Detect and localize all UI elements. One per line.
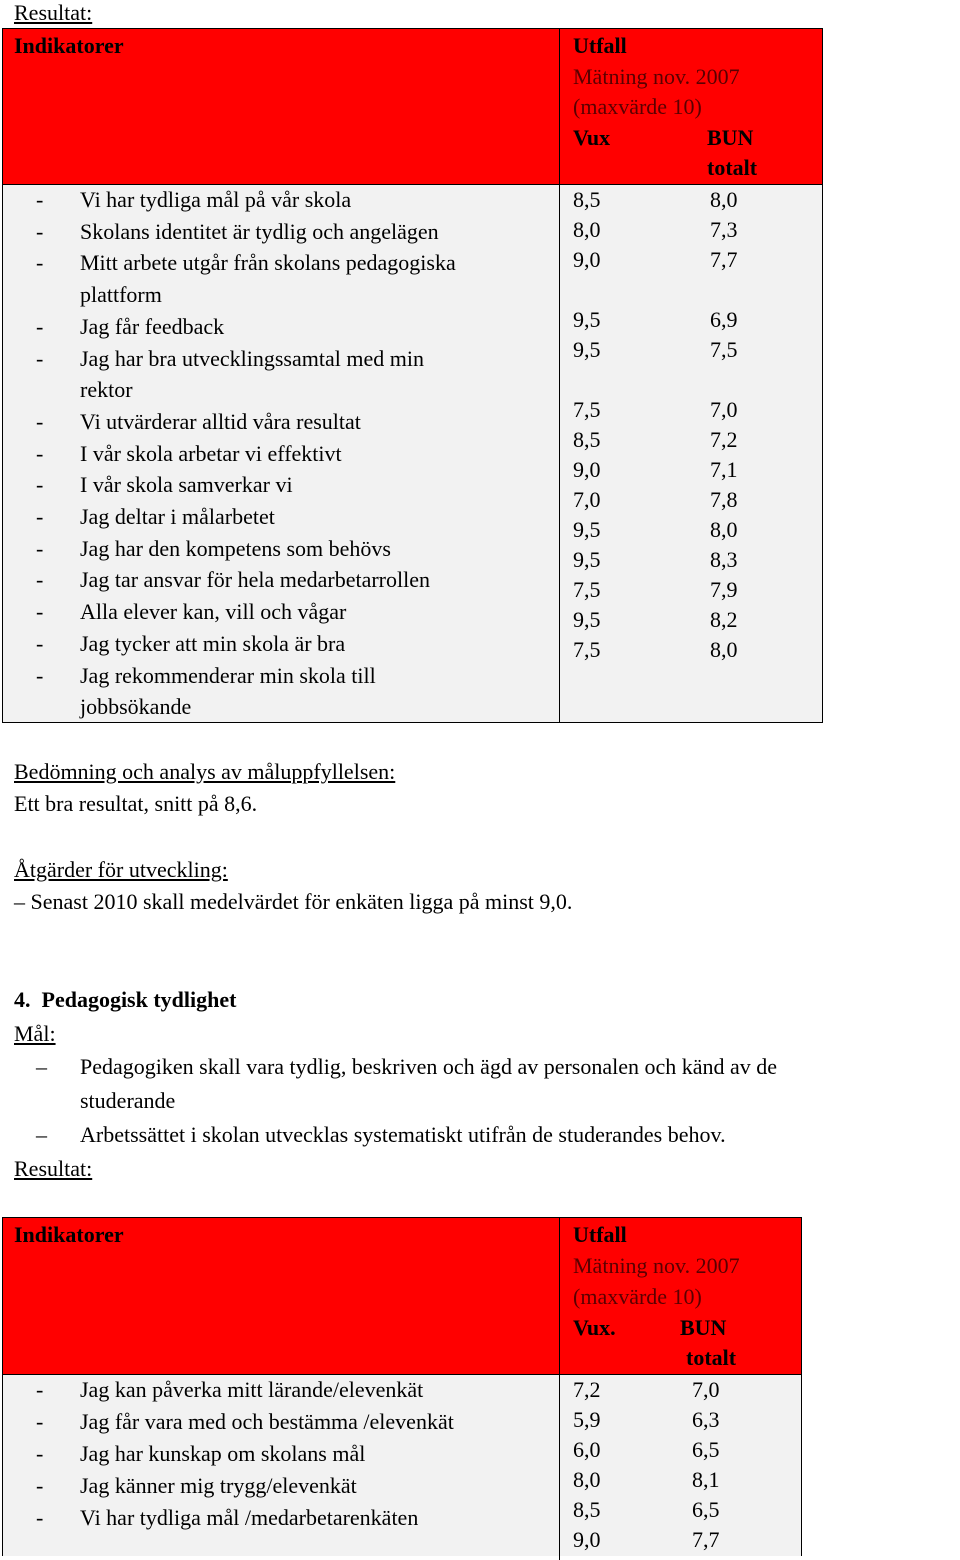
- indicator-item: Jag tycker att min skola är bra: [80, 630, 346, 656]
- goal-label: Mål:: [14, 1021, 56, 1046]
- table1-col-totalt: totalt: [707, 155, 758, 180]
- value-bun: 8,0: [710, 637, 738, 662]
- goal-dash-1: –: [36, 1054, 47, 1079]
- resultat-label-2: Resultat:: [14, 1156, 93, 1181]
- indicator-item: Jag har kunskap om skolans mål: [80, 1441, 366, 1466]
- table1-divider: [559, 28, 560, 723]
- value-bun: 6,3: [692, 1407, 720, 1432]
- bullet-dash: -: [36, 187, 44, 212]
- bullet-dash: -: [36, 1505, 44, 1530]
- goal-1-cont: studerande: [80, 1088, 176, 1113]
- indicator-item: Jag rekommenderar min skola till: [80, 662, 376, 688]
- indicator-item: Jag har bra utvecklingssamtal med min: [80, 345, 424, 371]
- table2-col-totalt: totalt: [686, 1345, 737, 1370]
- indicator-item: Skolans identitet är tydlig och angelägen: [80, 218, 439, 244]
- analysis-text: Ett bra resultat, snitt på 8,6.: [14, 791, 258, 816]
- table1-utfall-header: Utfall: [573, 33, 627, 58]
- indicator-item: rektor: [80, 377, 133, 403]
- table2-col-vux: Vux.: [573, 1315, 616, 1340]
- value-vux: 9,5: [573, 547, 601, 572]
- bullet-dash: -: [36, 313, 44, 339]
- value-vux: 8,5: [573, 187, 601, 212]
- indicator-item: I vår skola samverkar vi: [80, 472, 293, 498]
- indicator-item: Jag kan påverka mitt lärande/elevenkät: [80, 1377, 424, 1402]
- indicator-item: Vi har tydliga mål /medarbetarenkäten: [80, 1505, 419, 1530]
- goal-dash-2: –: [36, 1122, 47, 1147]
- table2-utfall-header: Utfall: [573, 1222, 627, 1247]
- value-vux: 9,0: [573, 247, 601, 272]
- bullet-dash: -: [36, 472, 44, 498]
- value-vux: 5,9: [573, 1407, 601, 1432]
- bullet-dash: -: [36, 440, 44, 466]
- value-vux: 8,0: [573, 1467, 601, 1492]
- value-bun: 8,3: [710, 547, 738, 572]
- table2-indicators-header: Indikatorer: [14, 1222, 124, 1247]
- value-bun: 7,0: [710, 397, 738, 422]
- value-vux: 9,0: [573, 1527, 601, 1552]
- bullet-dash: -: [36, 408, 44, 434]
- bullet-dash: -: [36, 1409, 44, 1434]
- indicator-item: Jag får feedback: [80, 313, 225, 339]
- table2-divider: [559, 1217, 560, 1560]
- bullet-dash: -: [36, 218, 44, 244]
- indicator-item: plattform: [80, 282, 162, 308]
- table1-maxvarde: (maxvärde 10): [573, 94, 702, 119]
- value-bun: 6,5: [692, 1497, 720, 1522]
- value-vux: 7,2: [573, 1377, 601, 1402]
- value-bun: 8,2: [710, 607, 738, 632]
- bullet-dash: -: [36, 504, 44, 529]
- value-bun: 7,7: [692, 1527, 720, 1552]
- value-vux: 9,5: [573, 337, 601, 362]
- actions-text: – Senast 2010 skall medelvärdet för enkäten ligga på minst 9,0.: [14, 889, 573, 914]
- value-vux: 8,5: [573, 1497, 601, 1522]
- indicator-item: Jag har den kompetens som behövs: [80, 535, 391, 561]
- value-bun: 7,1: [710, 457, 738, 482]
- table2-matning: Mätning nov. 2007: [573, 1253, 740, 1278]
- indicator-item: Vi utvärderar alltid våra resultat: [80, 408, 361, 434]
- table1-indicators-header: Indikatorer: [14, 33, 124, 58]
- value-bun: 8,0: [710, 187, 738, 212]
- value-bun: 7,7: [710, 247, 738, 272]
- bullet-dash: -: [36, 1441, 44, 1466]
- table2-col-bun: BUN: [680, 1315, 727, 1340]
- bullet-dash: -: [36, 1377, 44, 1402]
- indicator-item: Vi har tydliga mål på vår skola: [80, 187, 352, 212]
- value-vux: 9,0: [573, 457, 601, 482]
- value-vux: 9,5: [573, 607, 601, 632]
- bullet-dash: -: [36, 567, 44, 593]
- value-bun: 7,3: [710, 217, 738, 242]
- value-bun: 6,9: [710, 307, 738, 332]
- value-vux: 8,5: [573, 427, 601, 452]
- resultat-label-1: Resultat:: [14, 0, 93, 25]
- bullet-dash: -: [36, 662, 44, 688]
- value-vux: 7,5: [573, 397, 601, 422]
- value-bun: 6,5: [692, 1437, 720, 1462]
- goal-1: Pedagogiken skall vara tydlig, beskriven och ägd av personalen och känd av de: [80, 1054, 778, 1079]
- indicator-item: Alla elever kan, vill och vågar: [80, 599, 347, 625]
- value-vux: 9,5: [573, 307, 601, 332]
- value-vux: 7,5: [573, 637, 601, 662]
- table2-maxvarde: (maxvärde 10): [573, 1284, 702, 1309]
- indicator-item: Jag tar ansvar för hela medarbetarrollen: [80, 567, 430, 593]
- value-vux: 6,0: [573, 1437, 601, 1462]
- section2-heading: 4. Pedagogisk tydlighet: [14, 987, 237, 1012]
- bullet-dash: -: [36, 535, 44, 561]
- value-bun: 7,8: [710, 487, 738, 512]
- bullet-dash: -: [36, 250, 44, 276]
- analysis-label: Bedömning och analys av måluppfyllelsen:: [14, 759, 396, 784]
- table1-matning: Mätning nov. 2007: [573, 64, 740, 89]
- indicator-item: jobbsökande: [80, 694, 192, 720]
- table1-col-bun: BUN: [707, 125, 754, 150]
- indicator-item: Jag får vara med och bestämma /elevenkät: [80, 1409, 454, 1434]
- value-vux: 9,5: [573, 517, 601, 542]
- indicator-item: Mitt arbete utgår från skolans pedagogiska: [80, 250, 456, 276]
- value-bun: 8,1: [692, 1467, 720, 1492]
- bullet-dash: -: [36, 599, 44, 625]
- value-bun: 8,0: [710, 517, 738, 542]
- bullet-dash: -: [36, 1473, 44, 1498]
- bullet-dash: -: [36, 630, 44, 656]
- value-vux: 7,0: [573, 487, 601, 512]
- value-bun: 7,5: [710, 337, 738, 362]
- goal-2: Arbetssättet i skolan utvecklas systematiskt utifrån de studerandes behov.: [80, 1122, 726, 1147]
- actions-label: Åtgärder för utveckling:: [14, 857, 228, 882]
- indicator-item: Jag känner mig trygg/elevenkät: [80, 1473, 357, 1498]
- indicator-item: Jag deltar i målarbetet: [80, 504, 275, 529]
- value-vux: 8,0: [573, 217, 601, 242]
- value-vux: 7,5: [573, 577, 601, 602]
- table1-col-vux: Vux: [573, 125, 611, 150]
- value-bun: 7,9: [710, 577, 738, 602]
- bullet-dash: -: [36, 345, 44, 371]
- value-bun: 7,2: [710, 427, 738, 452]
- indicator-item: I vår skola arbetar vi effektivt: [80, 440, 342, 466]
- value-bun: 7,0: [692, 1377, 720, 1402]
